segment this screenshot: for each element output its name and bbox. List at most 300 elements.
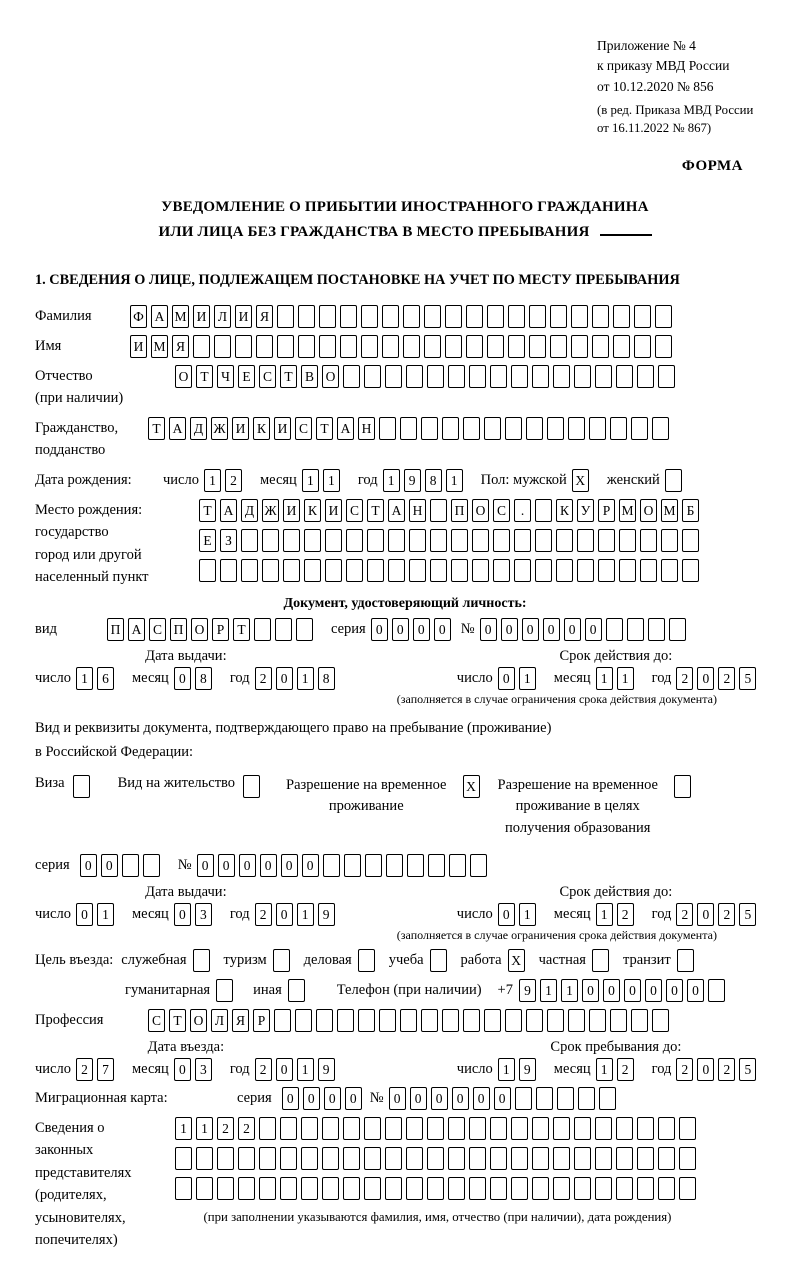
surname-cell[interactable]: И [235,305,252,328]
patronymic-cell[interactable]: Е [238,365,255,388]
birth-month-cell[interactable]: 1 [323,469,340,492]
permit-number-cell[interactable]: 0 [218,854,235,877]
representative-cell[interactable] [448,1117,465,1140]
doc-type-cell[interactable]: П [170,618,187,641]
surname-cell[interactable]: И [193,305,210,328]
permit-issue-month-cell[interactable]: 3 [195,903,212,926]
birth-place-cell[interactable] [304,529,321,552]
mc-number-cell[interactable]: 0 [431,1087,448,1110]
representative-cell[interactable] [469,1117,486,1140]
representative-cell[interactable] [280,1177,297,1200]
birth-place-cell[interactable] [472,529,489,552]
representative-cell[interactable] [259,1147,276,1170]
permit-number-cell[interactable] [365,854,382,877]
representative-cell[interactable] [490,1177,507,1200]
name-cell[interactable] [508,335,525,358]
citizenship-cell[interactable] [442,417,459,440]
doc-number-cell[interactable] [606,618,623,641]
birth-place-cell[interactable]: К [556,499,573,522]
representative-cell[interactable] [427,1117,444,1140]
name-cell[interactable] [382,335,399,358]
permit-valid-day-cell[interactable]: 0 [498,903,515,926]
representative-cell[interactable] [511,1177,528,1200]
representative-cell[interactable] [616,1147,633,1170]
birth-place-cell[interactable] [409,529,426,552]
name-cell[interactable] [634,335,651,358]
representative-cell[interactable] [553,1177,570,1200]
mc-number-cell[interactable] [536,1087,553,1110]
name-cell[interactable] [487,335,504,358]
citizenship-cell[interactable] [421,417,438,440]
entry-day-cell[interactable]: 2 [76,1058,93,1081]
citizenship-cell[interactable]: И [232,417,249,440]
profession-cell[interactable]: Л [211,1009,228,1032]
name-cell[interactable] [193,335,210,358]
doc-type-cell[interactable]: С [149,618,166,641]
representative-cell[interactable] [448,1147,465,1170]
phone-cell[interactable]: 0 [666,979,683,1002]
birth-place-cell[interactable] [199,559,216,582]
representative-cell[interactable] [385,1147,402,1170]
birth-place-cell[interactable] [661,559,678,582]
representative-cell[interactable] [364,1177,381,1200]
identity-valid-year-cell[interactable]: 2 [718,667,735,690]
patronymic-cell[interactable]: Ч [217,365,234,388]
profession-cell[interactable] [484,1009,501,1032]
surname-cell[interactable]: Л [214,305,231,328]
representative-cell[interactable] [490,1147,507,1170]
representative-cell[interactable]: 2 [238,1117,255,1140]
representative-cell[interactable] [490,1117,507,1140]
profession-cell[interactable]: О [190,1009,207,1032]
citizenship-cell[interactable]: Ж [211,417,228,440]
permit-number-cell[interactable] [386,854,403,877]
citizenship-cell[interactable] [484,417,501,440]
surname-cell[interactable] [340,305,357,328]
birth-place-cell[interactable]: И [283,499,300,522]
citizenship-cell[interactable]: Т [148,417,165,440]
patronymic-cell[interactable] [364,365,381,388]
identity-valid-day-cell[interactable]: 0 [498,667,515,690]
birth-place-cell[interactable] [619,529,636,552]
citizenship-cell[interactable] [463,417,480,440]
birth-place-cell[interactable] [304,559,321,582]
birth-place-cell[interactable] [430,559,447,582]
birth-place-cell[interactable]: Н [409,499,426,522]
surname-cell[interactable]: А [151,305,168,328]
doc-series-cell[interactable]: 0 [413,618,430,641]
citizenship-cell[interactable] [589,417,606,440]
representative-cell[interactable] [574,1117,591,1140]
representative-cell[interactable] [259,1117,276,1140]
permit-number-cell[interactable] [407,854,424,877]
sex-male-checkbox[interactable]: X [572,469,589,492]
representative-cell[interactable] [343,1177,360,1200]
representative-cell[interactable] [427,1177,444,1200]
birth-place-cell[interactable]: А [388,499,405,522]
name-cell[interactable] [256,335,273,358]
birth-place-cell[interactable] [262,559,279,582]
birth-place-cell[interactable]: И [325,499,342,522]
representative-cell[interactable] [343,1117,360,1140]
profession-cell[interactable] [568,1009,585,1032]
patronymic-cell[interactable]: С [259,365,276,388]
representative-cell[interactable]: 1 [175,1117,192,1140]
permit-series-cell[interactable]: 0 [80,854,97,877]
phone-cell[interactable]: 0 [582,979,599,1002]
profession-cell[interactable] [505,1009,522,1032]
patronymic-cell[interactable] [385,365,402,388]
representative-cell[interactable] [364,1117,381,1140]
surname-cell[interactable] [319,305,336,328]
birth-place-cell[interactable] [367,559,384,582]
birth-place-cell[interactable] [640,559,657,582]
citizenship-cell[interactable] [505,417,522,440]
name-cell[interactable] [655,335,672,358]
patronymic-cell[interactable]: В [301,365,318,388]
surname-cell[interactable] [382,305,399,328]
edu-permit-checkbox[interactable] [674,775,691,798]
representative-cell[interactable] [511,1147,528,1170]
name-cell[interactable] [340,335,357,358]
doc-number-cell[interactable]: 0 [564,618,581,641]
patronymic-cell[interactable] [511,365,528,388]
representative-cell[interactable] [679,1177,696,1200]
representative-cell[interactable] [406,1117,423,1140]
entry-year-cell[interactable]: 2 [255,1058,272,1081]
birth-place-cell[interactable] [325,529,342,552]
birth-place-cell[interactable] [556,529,573,552]
citizenship-cell[interactable] [568,417,585,440]
mc-number-cell[interactable] [599,1087,616,1110]
representative-cell[interactable] [658,1147,675,1170]
representative-cell[interactable]: 1 [196,1117,213,1140]
temp-permit-checkbox[interactable]: X [463,775,480,798]
permit-number-cell[interactable]: 0 [197,854,214,877]
doc-number-cell[interactable]: 0 [501,618,518,641]
birth-place-cell[interactable]: Е [199,529,216,552]
representative-cell[interactable] [511,1117,528,1140]
patronymic-cell[interactable] [469,365,486,388]
profession-cell[interactable]: С [148,1009,165,1032]
representative-cell[interactable] [679,1147,696,1170]
representative-cell[interactable]: 2 [217,1117,234,1140]
entry-year-cell[interactable]: 0 [276,1058,293,1081]
birth-place-cell[interactable]: О [472,499,489,522]
birth-place-cell[interactable]: А [220,499,237,522]
birth-place-cell[interactable]: М [661,499,678,522]
representative-cell[interactable] [196,1147,213,1170]
representative-cell[interactable] [196,1177,213,1200]
profession-cell[interactable] [631,1009,648,1032]
birth-place-cell[interactable]: У [577,499,594,522]
doc-type-cell[interactable] [275,618,292,641]
name-cell[interactable] [277,335,294,358]
name-cell[interactable] [298,335,315,358]
doc-number-cell[interactable]: 0 [522,618,539,641]
permit-issue-month-cell[interactable]: 0 [174,903,191,926]
surname-cell[interactable]: Ф [130,305,147,328]
entry-day-cell[interactable]: 7 [97,1058,114,1081]
representative-cell[interactable] [406,1177,423,1200]
sex-female-checkbox[interactable] [665,469,682,492]
surname-cell[interactable] [424,305,441,328]
stay-month-cell[interactable]: 2 [617,1058,634,1081]
birth-place-cell[interactable] [577,529,594,552]
representative-cell[interactable] [343,1147,360,1170]
profession-cell[interactable] [358,1009,375,1032]
surname-cell[interactable] [571,305,588,328]
representative-cell[interactable] [301,1177,318,1200]
birth-place-cell[interactable] [577,559,594,582]
birth-place-cell[interactable] [535,499,552,522]
profession-cell[interactable]: Я [232,1009,249,1032]
representative-cell[interactable] [532,1117,549,1140]
representative-cell[interactable] [574,1147,591,1170]
birth-place-cell[interactable] [388,529,405,552]
identity-issue-year-cell[interactable]: 2 [255,667,272,690]
representative-cell[interactable] [553,1147,570,1170]
birth-place-cell[interactable]: З [220,529,237,552]
representative-cell[interactable] [364,1147,381,1170]
permit-series-cell[interactable] [143,854,160,877]
doc-series-cell[interactable]: 0 [392,618,409,641]
birth-place-cell[interactable] [619,559,636,582]
doc-number-cell[interactable]: 0 [543,618,560,641]
birth-place-cell[interactable]: Ж [262,499,279,522]
mc-series-cell[interactable]: 0 [282,1087,299,1110]
birth-place-cell[interactable] [346,559,363,582]
permit-series-cell[interactable]: 0 [101,854,118,877]
surname-cell[interactable] [487,305,504,328]
identity-issue-year-cell[interactable]: 8 [318,667,335,690]
birth-place-cell[interactable] [493,529,510,552]
entry-year-cell[interactable]: 1 [297,1058,314,1081]
identity-issue-month-cell[interactable]: 0 [174,667,191,690]
phone-cell[interactable]: 0 [687,979,704,1002]
birth-year-cell[interactable]: 1 [383,469,400,492]
birth-year-cell[interactable]: 8 [425,469,442,492]
surname-cell[interactable] [508,305,525,328]
birth-place-cell[interactable] [556,559,573,582]
permit-issue-day-cell[interactable]: 0 [76,903,93,926]
birth-place-cell[interactable] [682,559,699,582]
surname-cell[interactable] [298,305,315,328]
profession-cell[interactable] [400,1009,417,1032]
permit-issue-year-cell[interactable]: 1 [297,903,314,926]
identity-valid-month-cell[interactable]: 1 [617,667,634,690]
permit-number-cell[interactable]: 0 [260,854,277,877]
birth-place-cell[interactable] [514,529,531,552]
representative-cell[interactable] [406,1147,423,1170]
profession-cell[interactable]: Т [169,1009,186,1032]
representative-cell[interactable] [217,1177,234,1200]
permit-number-cell[interactable] [344,854,361,877]
patronymic-cell[interactable] [616,365,633,388]
citizenship-cell[interactable]: С [295,417,312,440]
representative-cell[interactable] [469,1177,486,1200]
representative-cell[interactable] [595,1117,612,1140]
profession-cell[interactable] [463,1009,480,1032]
representative-cell[interactable] [658,1117,675,1140]
identity-issue-day-cell[interactable]: 6 [97,667,114,690]
birth-place-cell[interactable] [283,559,300,582]
visa-checkbox[interactable] [73,775,90,798]
permit-valid-year-cell[interactable]: 2 [676,903,693,926]
birth-place-cell[interactable] [535,559,552,582]
doc-number-cell[interactable] [627,618,644,641]
permit-number-cell[interactable] [428,854,445,877]
doc-number-cell[interactable]: 0 [585,618,602,641]
surname-cell[interactable] [592,305,609,328]
permit-issue-year-cell[interactable]: 9 [318,903,335,926]
birth-place-cell[interactable] [640,529,657,552]
patronymic-cell[interactable] [595,365,612,388]
birth-place-cell[interactable] [682,529,699,552]
mc-number-cell[interactable]: 0 [410,1087,427,1110]
identity-valid-day-cell[interactable]: 1 [519,667,536,690]
birth-place-cell[interactable] [241,529,258,552]
doc-type-cell[interactable]: Р [212,618,229,641]
surname-cell[interactable] [634,305,651,328]
profession-cell[interactable] [274,1009,291,1032]
permit-issue-year-cell[interactable]: 2 [255,903,272,926]
birth-month-cell[interactable]: 1 [302,469,319,492]
name-cell[interactable] [319,335,336,358]
stay-year-cell[interactable]: 2 [718,1058,735,1081]
citizenship-cell[interactable]: Т [316,417,333,440]
birth-place-cell[interactable] [598,559,615,582]
permit-valid-year-cell[interactable]: 0 [697,903,714,926]
birth-place-cell[interactable] [241,559,258,582]
stay-month-cell[interactable]: 1 [596,1058,613,1081]
patronymic-cell[interactable] [448,365,465,388]
permit-series-cell[interactable] [122,854,139,877]
representative-cell[interactable] [595,1177,612,1200]
birth-year-cell[interactable]: 9 [404,469,421,492]
stay-day-cell[interactable]: 9 [519,1058,536,1081]
purpose-business-checkbox[interactable] [358,949,375,972]
patronymic-cell[interactable]: О [322,365,339,388]
citizenship-cell[interactable]: Н [358,417,375,440]
identity-issue-day-cell[interactable]: 1 [76,667,93,690]
purpose-work-checkbox[interactable]: X [508,949,525,972]
doc-type-cell[interactable]: Т [233,618,250,641]
profession-cell[interactable] [547,1009,564,1032]
doc-series-cell[interactable]: 0 [434,618,451,641]
name-cell[interactable] [529,335,546,358]
surname-cell[interactable] [361,305,378,328]
representative-cell[interactable] [616,1177,633,1200]
birth-place-cell[interactable] [430,499,447,522]
representative-cell[interactable] [469,1147,486,1170]
birth-year-cell[interactable]: 1 [446,469,463,492]
citizenship-cell[interactable] [631,417,648,440]
permit-valid-day-cell[interactable]: 1 [519,903,536,926]
birth-place-cell[interactable] [283,529,300,552]
mc-number-cell[interactable]: 0 [389,1087,406,1110]
patronymic-cell[interactable] [490,365,507,388]
patronymic-cell[interactable] [406,365,423,388]
representative-cell[interactable] [301,1117,318,1140]
permit-number-cell[interactable] [323,854,340,877]
profession-cell[interactable] [442,1009,459,1032]
entry-month-cell[interactable]: 3 [195,1058,212,1081]
patronymic-cell[interactable] [427,365,444,388]
mc-series-cell[interactable]: 0 [324,1087,341,1110]
birth-place-cell[interactable] [451,529,468,552]
birth-place-cell[interactable] [325,559,342,582]
citizenship-cell[interactable]: И [274,417,291,440]
mc-number-cell[interactable] [578,1087,595,1110]
representative-cell[interactable] [238,1147,255,1170]
birth-place-cell[interactable] [493,559,510,582]
patronymic-cell[interactable] [574,365,591,388]
permit-number-cell[interactable]: 0 [281,854,298,877]
name-cell[interactable] [214,335,231,358]
representative-cell[interactable] [637,1177,654,1200]
purpose-other-checkbox[interactable] [288,979,305,1002]
citizenship-cell[interactable]: А [169,417,186,440]
birth-place-cell[interactable] [661,529,678,552]
birth-place-cell[interactable] [535,529,552,552]
birth-place-cell[interactable] [598,529,615,552]
purpose-study-checkbox[interactable] [430,949,447,972]
entry-month-cell[interactable]: 0 [174,1058,191,1081]
surname-cell[interactable] [550,305,567,328]
identity-valid-year-cell[interactable]: 0 [697,667,714,690]
name-cell[interactable] [424,335,441,358]
stay-day-cell[interactable]: 1 [498,1058,515,1081]
birth-place-cell[interactable]: Р [598,499,615,522]
representative-cell[interactable] [679,1117,696,1140]
representative-cell[interactable] [658,1177,675,1200]
residence-permit-checkbox[interactable] [243,775,260,798]
doc-type-cell[interactable] [296,618,313,641]
entry-year-cell[interactable]: 9 [318,1058,335,1081]
birth-day-cell[interactable]: 2 [225,469,242,492]
permit-valid-month-cell[interactable]: 1 [596,903,613,926]
purpose-private-checkbox[interactable] [592,949,609,972]
profession-cell[interactable] [295,1009,312,1032]
birth-place-cell[interactable]: Б [682,499,699,522]
doc-type-cell[interactable]: О [191,618,208,641]
citizenship-cell[interactable] [400,417,417,440]
surname-cell[interactable] [277,305,294,328]
profession-cell[interactable] [421,1009,438,1032]
birth-place-cell[interactable]: П [451,499,468,522]
permit-valid-year-cell[interactable]: 5 [739,903,756,926]
name-cell[interactable] [361,335,378,358]
representative-cell[interactable] [532,1177,549,1200]
doc-type-cell[interactable] [254,618,271,641]
birth-place-cell[interactable]: К [304,499,321,522]
doc-type-cell[interactable]: П [107,618,124,641]
phone-cell[interactable]: 1 [540,979,557,1002]
surname-cell[interactable] [466,305,483,328]
citizenship-cell[interactable]: К [253,417,270,440]
representative-cell[interactable] [322,1117,339,1140]
phone-cell[interactable]: 9 [519,979,536,1002]
patronymic-cell[interactable]: Т [196,365,213,388]
representative-cell[interactable] [280,1117,297,1140]
representative-cell[interactable] [385,1117,402,1140]
representative-cell[interactable] [637,1117,654,1140]
representative-cell[interactable] [553,1117,570,1140]
identity-valid-year-cell[interactable]: 5 [739,667,756,690]
patronymic-cell[interactable] [637,365,654,388]
name-cell[interactable]: Я [172,335,189,358]
